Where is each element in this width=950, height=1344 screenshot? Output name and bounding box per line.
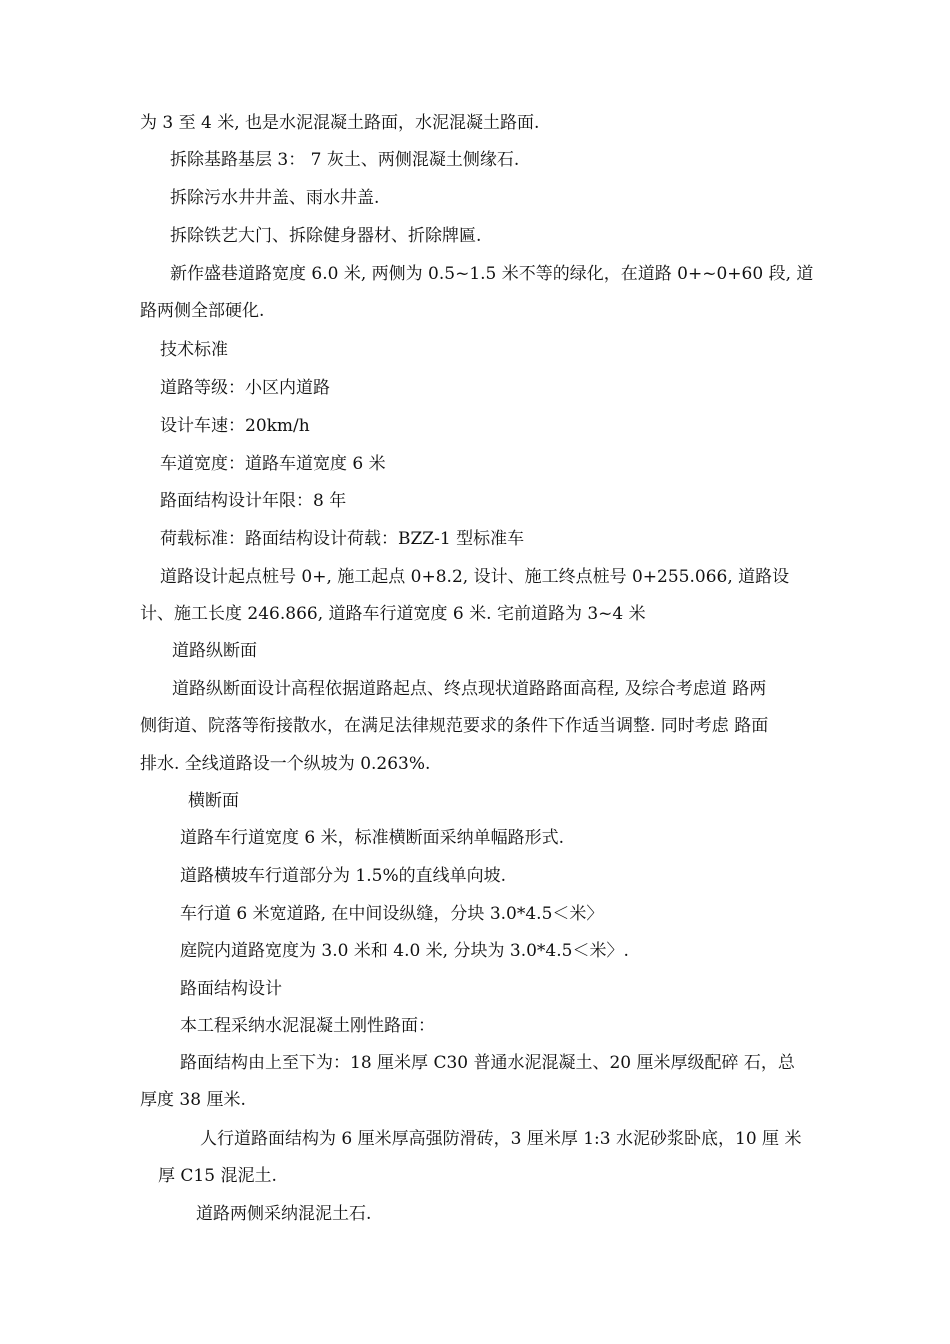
text-line-25: 本工程采纳水泥混凝土刚性路面： [180,1016,435,1036]
text-line-30: 道路两侧采纳混泥土石. [196,1204,372,1224]
text-line-14: 计、施工长度 246.866, 道路车行道宽度 6 米. 宅前道路为 3~4 米 [140,604,646,624]
text-line-12: 荷载标准：路面结构设计荷载：BZZ-1 型标准车 [160,529,525,549]
text-line-28: 人行道路面结构为 6 厘米厚高强防滑砖，3 厘米厚 1:3 水泥砂浆卧底，10 厘 米 [200,1129,802,1149]
text-line-16: 道路纵断面设计高程依据道路起点、终点现状道路路面高程, 及综合考虑道 路两 [172,679,767,699]
text-line-17: 侧街道、院落等衔接散水，在满足法律规范要求的条件下作适当调整. 同时考虑 路面 [140,716,769,736]
text-line-6: 路两侧全部硬化. [140,301,265,321]
text-line-11: 路面结构设计年限：8 年 [160,491,347,511]
text-line-19: 横断面 [188,791,239,811]
text-line-27: 厚度 38 厘米. [140,1090,246,1110]
text-line-4: 拆除铁艺大门、拆除健身器材、折除牌匾. [170,226,482,246]
text-line-8: 道路等级：小区内道路 [160,378,330,398]
text-line-10: 车道宽度：道路车道宽度 6 米 [160,454,386,474]
text-line-3: 拆除污水井井盖、雨水井盖. [170,188,380,208]
text-line-15: 道路纵断面 [172,641,257,661]
text-line-24: 路面结构设计 [180,979,282,999]
text-line-20: 道路车行道宽度 6 米，标准横断面采纳单幅路形式. [180,828,565,848]
text-line-18: 排水. 全线道路设一个纵坡为 0.263%. [140,754,431,774]
text-line-22: 车行道 6 米宽道路, 在中间设纵缝，分块 3.0*4.5＜米〉 [180,904,604,924]
text-line-23: 庭院内道路宽度为 3.0 米和 4.0 米, 分块为 3.0*4.5＜米〉. [180,941,629,961]
text-line-9: 设计车速：20km/h [160,416,310,436]
text-line-2: 拆除基路基层 3： 7 灰土、两侧混凝土侧缘石. [170,150,520,170]
text-line-7: 技术标准 [160,340,228,360]
text-line-5: 新作盛巷道路宽度 6.0 米, 两侧为 0.5~1.5 米不等的绿化，在道路 0+~0+60 段, 道 [170,264,814,284]
text-line-1: 为 3 至 4 米, 也是水泥混凝土路面，水泥混凝土路面. [140,113,540,133]
text-line-29: 厚 C15 混泥土. [158,1166,277,1186]
text-line-13: 道路设计起点桩号 0+, 施工起点 0+8.2, 设计、施工终点桩号 0+255.066, 道路设 [160,567,790,587]
text-line-21: 道路横坡车行道部分为 1.5%的直线单向坡. [180,866,506,886]
text-line-26: 路面结构由上至下为：18 厘米厚 C30 普通水泥混凝土、20 厘米厚级配碎 石，总 [180,1053,795,1073]
